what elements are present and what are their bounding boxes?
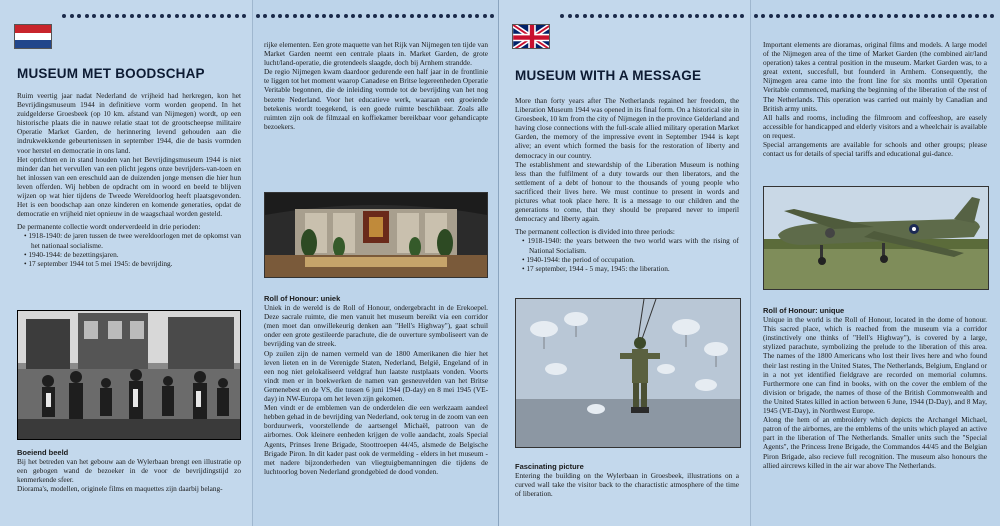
border-dot [953, 14, 957, 18]
border-dot [329, 14, 333, 18]
border-dot [182, 14, 186, 18]
border-dot [322, 14, 326, 18]
roll-of-honour-interior-photo [264, 192, 488, 278]
border-dot [820, 14, 824, 18]
border-dot [285, 14, 289, 18]
border-dot [806, 14, 810, 18]
border-dot [167, 14, 171, 18]
border-dot [850, 14, 854, 18]
border-dot [665, 14, 669, 18]
text-block-english-top [763, 40, 987, 158]
border-dot [483, 14, 487, 18]
border-dot [635, 14, 639, 18]
border-dot [402, 14, 406, 18]
periods-intro: De permanente collectie wordt onderverdeeld in drie perioden: [17, 222, 201, 232]
paragraph-region: De regio Nijmegen kwam daardoor gedurende een half jaar in de frontlinie te liggen tot het moment waarop Canadese en Britse legereenheden Operatie Veritable begonnen, die de inleiding vormde tot de bevrijding van het nog bezette Nederland. Voor het educatieve werk, waaraan een groeiende betekenis wordt toegekend, is een goede ruimte beschikbaar. Zoals alle ruimten zijn ook de filmzaal en koffiekamer bereikbaar voor gehandicapte bezoekers. [264, 67, 488, 131]
border-dot [263, 14, 267, 18]
period-item: • 17 september 1944 tot 5 mei 1945: de bevrijding. [24, 258, 173, 268]
dot-border [256, 14, 494, 20]
border-dot [879, 14, 883, 18]
border-dot [902, 14, 906, 18]
text-block-dutch-caption [17, 448, 241, 493]
border-dot [931, 14, 935, 18]
paragraph-intro: Ruim veertig jaar nadat Nederland de vrijheid had herkregen, kon het Bevrijdingsmuseum 1944 in definitieve vorm worden geopend. In het zuidgelderse Groesbeek (op 10 km. afstand van Nijmegen) wordt, op een historische plaats die in nauwe relatie staat tot de grootscheepse militaire Operatie Market Garden, de herinnering levend gehouden aan die indrukwekkende gebeurtenissen in september 1944, die de basis vormden voor herstel en democratie in ons land. [17, 91, 241, 155]
border-dot [695, 14, 699, 18]
border-dot [784, 14, 788, 18]
border-dot [946, 14, 950, 18]
border-dot [366, 14, 370, 18]
border-dot [761, 14, 765, 18]
border-dot [212, 14, 216, 18]
border-dot [227, 14, 231, 18]
roll-heading: Roll of Honour: unique [763, 306, 845, 315]
caption-continued: Diorama's, modellen, originele films en maquettes zijn daarbij belang- [17, 484, 223, 494]
liberation-crowd-photo [17, 310, 241, 440]
fold-line [498, 0, 499, 526]
border-dot [315, 14, 319, 18]
border-dot [620, 14, 624, 18]
border-dot [410, 14, 414, 18]
fold-line [750, 0, 751, 526]
text-block-dutch-top [264, 40, 488, 131]
border-dot [432, 14, 436, 18]
border-dot [725, 14, 729, 18]
page-title-dutch: MUSEUM MET BOODSCHAP [17, 66, 205, 81]
border-dot [358, 14, 362, 18]
border-dot [468, 14, 472, 18]
period-item: • 1940-1944: the period of occupation. [522, 254, 635, 264]
border-dot [395, 14, 399, 18]
border-dot [613, 14, 617, 18]
border-dot [894, 14, 898, 18]
border-dot [373, 14, 377, 18]
border-dot [961, 14, 965, 18]
border-dot [145, 14, 149, 18]
border-dot [865, 14, 869, 18]
paratrooper-diorama-photo [515, 298, 741, 448]
paragraph-emblems: Men vindt er de emblemen van de onderdelen die een werkzaam aandeel hebben gehad in de bevrijding van Nederland, ook terug in de zoom van een borduurwerk, voorstellende de aartsengel Michaël, patroon van de airbornes. Ook kleinere eenheden krijgen de volle aandacht, zoals Special Agents, Prinses Irene Brigade, Stoottroepen 44/45, alsmede de Belgische Brigade Piron. In dit kader past ook de vermelding - elders in het museum - met nadere bijzonderheden van vliegtuigbemanningen die tijdens de luchtoorlog boven Nederland grondgebied de dood vonden. [264, 403, 488, 476]
border-dot [137, 14, 141, 18]
paragraph-halls: All halls and rooms, including the filmroom and coffeeshop, are easely accessible for handicapped and elderly visitors and a wheelchair is available on request. [763, 112, 987, 140]
border-dot [975, 14, 979, 18]
border-dot [205, 14, 209, 18]
photo-illustration [18, 311, 240, 439]
border-dot [388, 14, 392, 18]
panel-dutch-right [252, 0, 498, 526]
period-item: • 1940-1944: de bezettingsjaren. [24, 249, 119, 259]
dutch-flag-icon [14, 24, 52, 49]
border-dot [560, 14, 564, 18]
border-dot [673, 14, 677, 18]
border-dot [307, 14, 311, 18]
border-dot [344, 14, 348, 18]
border-dot [293, 14, 297, 18]
paragraph-intro: More than forty years after The Netherlands regained her freedom, the Liberation Museum 1944 was opened in its final form. On a historical site in Groesbeek, 10 km from the city of Nijmegen in the province Gelderland and having close connections with the full-scale allied military operation Market Garden, the memory of the impressive event in September 1944 is kept alive; an event which formed the basis for the restoration of liberty and democracy in our country. [515, 96, 739, 160]
panel-english-left [498, 0, 750, 526]
border-dot [710, 14, 714, 18]
border-dot [235, 14, 239, 18]
panel-english-right [750, 0, 1000, 526]
border-dot [380, 14, 384, 18]
period-item: • 1918-1940: de jaren tussen de twee wereldoorlogen met de opkomst van het nationaal socialisme. [24, 231, 241, 250]
border-dot [446, 14, 450, 18]
border-dot [107, 14, 111, 18]
border-dot [605, 14, 609, 18]
border-dot [857, 14, 861, 18]
roll-heading: Roll of Honour: uniek [264, 294, 341, 303]
border-dot [798, 14, 802, 18]
border-dot [680, 14, 684, 18]
dot-border [754, 14, 994, 20]
border-dot [909, 14, 913, 18]
panel-dutch-left [0, 0, 252, 526]
border-dot [417, 14, 421, 18]
border-dot [938, 14, 942, 18]
border-dot [575, 14, 579, 18]
period-item: • 1918-1940: the years between the two world wars with the rising of National Socialism. [522, 236, 739, 255]
border-dot [983, 14, 987, 18]
border-dot [776, 14, 780, 18]
border-dot [583, 14, 587, 18]
dot-border [62, 14, 246, 20]
dot-border [560, 14, 744, 20]
text-block-dutch-intro [17, 91, 241, 268]
border-dot [256, 14, 260, 18]
paragraph-roll: Uniek in de wereld is de Roll of Honour, ondergebracht in de Erekoepel. Deze sacrale ruimte, die men vanuit het museum bereikt via een corridor (men moet dan onwillekeurig denken aan "Hell's Highway"), gaat schuil onder een grote gestileerde parachute, die de ouverture symboliseert van de bevrijding van de streek. [264, 303, 488, 349]
border-dot [197, 14, 201, 18]
border-dot [300, 14, 304, 18]
paragraph-establish: The establishment and stewardship of the Liberation Museum is nothing less than the fulfilment of a duty towards our then liberators, and the settlement of a debt of honour to the thousands of young people who sacrificed their lives here. We must continue to present in words and pictures what took place here. It is a message to our children and the generations to come, that they should be prepared never to imperil democracy and liberty again. [515, 159, 739, 224]
border-dot [650, 14, 654, 18]
photo-illustration [265, 193, 487, 277]
border-dot [85, 14, 89, 18]
text-block-english-caption [515, 462, 739, 498]
paragraph-embroidery: Along the hem of an embroidery which depicts the Archangel Michael, patron of the airbornes, are the emblems of the units which played an active part in the liberation of The Netherlands. Smaller units such the "Special Agents", the Princess Irene Brigade, the Commandos 44/45 and the Belgian Piron Brigade, also recieve full recognition. The museum also honours the allied aircrews killed in the air war above The Netherlands. [763, 415, 987, 470]
border-dot [461, 14, 465, 18]
border-dot [598, 14, 602, 18]
border-dot [872, 14, 876, 18]
border-dot [351, 14, 355, 18]
border-dot [336, 14, 340, 18]
border-dot [160, 14, 164, 18]
border-dot [62, 14, 66, 18]
border-dot [77, 14, 81, 18]
border-dot [643, 14, 647, 18]
border-dot [122, 14, 126, 18]
border-dot [924, 14, 928, 18]
caption-text: Bij het betreden van het gebouw aan de Wylerbaan brengt een illustratie op een gebogen wand de bezoeker in de voor de bevrijdingstijd zo kenmerkende sfeer. [17, 457, 241, 485]
border-dot [475, 14, 479, 18]
border-dot [813, 14, 817, 18]
paragraph-founders: Het oprichten en in stand houden van het Bevrijdingsmuseum 1944 is niet minder dan het vervullen van een plicht jegens onze bevrijders-van-toen en het inlossen van een ereschuld aan de duizenden jonge mensen die hier hun leven offerden. Wij hebben de opdracht om in woord en beeld te blijven wijzen op wat hier tijdens de Tweede Wereldoorlog heeft plaatsgevonden. Het is een boodschap aan onze kinderen en komende generaties, opdat de democratie en vrijheid niet opnieuw in de waagschaal worden gesteld. [17, 154, 241, 219]
text-block-english-intro [515, 96, 739, 273]
border-dot [490, 14, 494, 18]
border-dot [740, 14, 744, 18]
border-dot [271, 14, 275, 18]
border-dot [754, 14, 758, 18]
uk-flag-icon [512, 24, 550, 49]
paragraph-elements: rijke elementen. Een grote maquette van het Rijk van Nijmegen ten tijde van Market Garden neemt een centrale plaats in. Market Garden, de grote lucht/land-operatie, die grotendeels slaagde, doch bij Arnhem strandde. [264, 40, 488, 68]
dakota-aircraft-photo [763, 186, 989, 290]
border-dot [628, 14, 632, 18]
border-dot [590, 14, 594, 18]
text-block-english-roll [763, 306, 987, 470]
border-dot [130, 14, 134, 18]
border-dot [152, 14, 156, 18]
caption-heading: Boeiend beeld [17, 448, 69, 457]
page-title-english: MUSEUM WITH A MESSAGE [515, 68, 702, 83]
border-dot [916, 14, 920, 18]
border-dot [791, 14, 795, 18]
border-dot [278, 14, 282, 18]
border-dot [828, 14, 832, 18]
photo-illustration [764, 187, 988, 289]
border-dot [835, 14, 839, 18]
paragraph-elements: Important elements are dioramas, original films and models. A large model of the Nijmegen area of the time of Market Garden (the combined air/land operation) takes a central position in the museum. Market Garden was, to a great extent, succesfull, but founderd in Arnhem. Consequently, the Nijmegen area came into the front line for six months until Operation Veritable commenced, marking the beginning of the liberation of the rest of The Netherlands. This operation was carried out mainly by Canadian and British army units. [763, 40, 987, 113]
periods-intro: The permanent collection is divided into three periods: [515, 227, 675, 237]
border-dot [843, 14, 847, 18]
border-dot [100, 14, 104, 18]
border-dot [424, 14, 428, 18]
border-dot [733, 14, 737, 18]
border-dot [658, 14, 662, 18]
border-dot [887, 14, 891, 18]
border-dot [190, 14, 194, 18]
fold-line [252, 0, 253, 526]
border-dot [769, 14, 773, 18]
photo-illustration [516, 299, 740, 447]
paragraph-names: Op zuilen zijn de namen vermeld van de 1800 Amerikanen die hier het leven lieten en in de Verenigde Staten, Nederland, België, Engeland of in een nog niet gelokaliseerd veldgraf hun laatste rustplaats vonden. Voorts vindt men er in boekwerken de namen van gesneuvelden van het Britse Gemenebest en de VS, die tussen 6 juni 1944 (D-day) en 8 mei 1945 (VE-day) in NW-Europa om het leven zijn gekomen. [264, 348, 488, 404]
caption-text: Entering the building on the Wylerbaan in Groesbeek, illustrations on a curved wall take the visitor back to the charactistic atmosphere of the time of liberation. [515, 471, 739, 499]
caption-heading: Fascinating picture [515, 462, 584, 471]
border-dot [568, 14, 572, 18]
period-item: • 17 september, 1944 - 5 may, 1945: the liberation. [522, 263, 670, 273]
border-dot [70, 14, 74, 18]
paragraph-roll: Unique in the world is the Roll of Honour, located in the dome of honour. This sacred place, which is reached from the museum via a corridor (instinctively one thinks of "Hell's Highway"), is covered by a large, stylized parachute, symbolizing the prelude to the liberation of this area. The names of the 1800 Americans who lost their lives here and who found their last resting in the United States, The Netherlands, Belgium, England or in a not yet identified fieldgrave are recorded on memorial columns. Furthermore one can find in books, with on the cover the emblem of the division or brigade, the names of those of the British Commonwealth and the United States killed in action between 6 June, 1944 (D-Day), and 8 May, 1945 (VE-Day), in Northwest Europe. [763, 315, 987, 416]
border-dot [453, 14, 457, 18]
border-dot [990, 14, 994, 18]
border-dot [92, 14, 96, 18]
border-dot [688, 14, 692, 18]
border-dot [439, 14, 443, 18]
paragraph-special: Special arrangements are available for schools and other groups; please contact us for details of special tariffs and educational gui-dance. [763, 140, 987, 159]
border-dot [968, 14, 972, 18]
border-dot [220, 14, 224, 18]
text-block-dutch-roll [264, 294, 488, 476]
border-dot [175, 14, 179, 18]
border-dot [718, 14, 722, 18]
border-dot [242, 14, 246, 18]
border-dot [703, 14, 707, 18]
border-dot [115, 14, 119, 18]
